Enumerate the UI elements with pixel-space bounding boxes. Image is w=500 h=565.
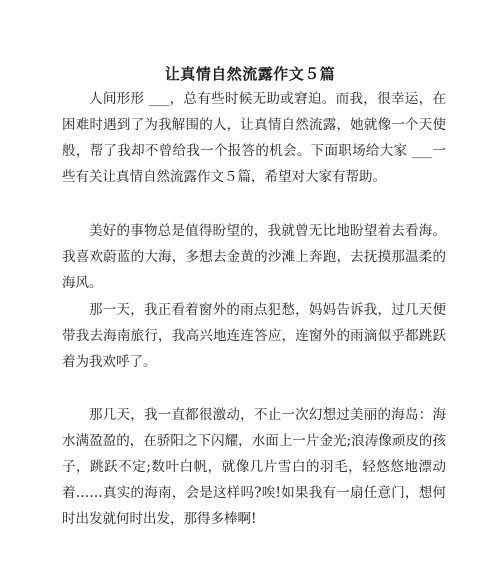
paragraph-rainy-day: 那一天，我正看着窗外的雨点犯愁，妈妈告诉我，过几天便带我去海南旅行，我高兴地连连答应，连窗外的雨滴似乎都跳跃着为我欢呼了。 — [62, 302, 446, 370]
document-title: 让真情自然流露作文５篇 — [164, 65, 336, 83]
paragraph-intro: 人间形形 ___，总有些时候无助或窘迫。而我，很幸运，在困难时遇到了为我解围的人，让真情自然流露，她就像一个天使般，帮了我却不曾给我一个报答的机会。下面职场给大家 ___一些有关让真情自然流露作文５篇，希望对大家有帮助。 — [62, 91, 446, 185]
paragraph-longing-sea: 美好的事物总是值得盼望的，我就曾无比地盼望着去看海。我喜欢蔚蓝的大海，多想去金黄的沙滩上奔跑，去抚摸那温柔的海风。 — [62, 223, 446, 291]
paragraph-imagining-island: 那几天，我一直都很激动，不止一次幻想过美丽的海岛：海水满盈盈的，在骄阳之下闪耀，水面上一片金光;浪涛像顽皮的孩子，跳跃不定;数叶白帆，就像几片雪白的羽毛，轻悠悠地漂动着……真实的海南，会是这样吗?唉!如果我有一扇任意门，想何时出发就何时出发，那得多棒啊! — [62, 407, 446, 527]
